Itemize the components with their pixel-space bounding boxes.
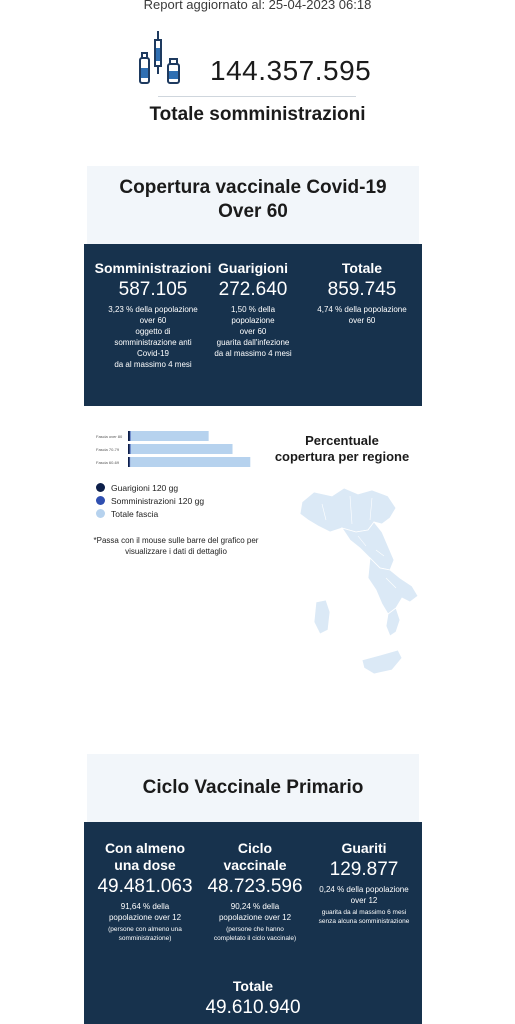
legend-item xyxy=(96,507,204,520)
stat-value: 48.723.596 xyxy=(207,876,303,897)
bar-category-label: Fascia 70-79 xyxy=(96,447,120,452)
legend-label: Totale fascia xyxy=(111,508,159,519)
over60-total-stat xyxy=(312,260,412,326)
legend-item xyxy=(96,494,204,507)
at-least-one-dose-stat xyxy=(90,840,200,943)
primary-cycle-panel xyxy=(84,822,422,1024)
vaccine-vial-icon xyxy=(137,30,183,86)
primary-cycle-total-stat xyxy=(84,978,422,1019)
divider xyxy=(158,96,356,97)
stat-value: 859.745 xyxy=(327,279,397,300)
map-region-sicily[interactable] xyxy=(362,650,402,674)
bar-category-label: Fascia 60-69 xyxy=(96,460,120,465)
stat-description: 0,24 % della popolazione over 12 xyxy=(319,885,409,905)
stat-value: 49.610.940 xyxy=(205,997,301,1018)
over60-coverage-header xyxy=(87,166,419,244)
stat-title: Somministrazioni xyxy=(94,260,212,276)
primary-cycle-header: Ciclo Vaccinale Primario xyxy=(87,754,419,822)
vaccine-cycle-stat xyxy=(200,840,310,943)
recovered-stat xyxy=(310,840,418,926)
chart-hint-text: *Passa con il mouse sulle barre del grafico per visualizzare i dati di dettaglio xyxy=(93,536,259,556)
bar-segment[interactable] xyxy=(131,444,233,454)
total-administrations-value: 144.357.595 xyxy=(210,55,372,86)
stat-title: Guarigioni xyxy=(218,260,288,276)
map-title: Percentuale copertura per regione xyxy=(274,433,410,464)
stat-value: 272.640 xyxy=(218,279,288,300)
over60-recoveries-stat xyxy=(209,260,297,359)
bar-segment[interactable] xyxy=(130,457,131,467)
age-bracket-bar-chart[interactable] xyxy=(96,428,256,472)
bar-segment[interactable] xyxy=(128,457,130,467)
over60-stats-panel xyxy=(84,244,422,406)
legend-item xyxy=(96,481,204,494)
report-updated-label: Report aggiornato al: 25-04-2023 06:18 xyxy=(143,0,372,12)
stat-description: 90,24 % della popolazione over 12 xyxy=(218,902,292,922)
bar-segment[interactable] xyxy=(128,444,130,454)
stat-title: Guariti xyxy=(341,840,387,856)
over60-administrations-stat xyxy=(94,260,212,370)
legend-label: Guarigioni 120 gg xyxy=(111,482,179,493)
stat-title: Totale xyxy=(232,978,274,994)
legend-dot-icon xyxy=(96,496,105,505)
map-region-south[interactable] xyxy=(368,558,418,614)
bar-segment[interactable] xyxy=(128,431,130,441)
bar-segment[interactable] xyxy=(130,431,131,441)
stat-value: 129.877 xyxy=(329,859,399,880)
map-region-sardinia[interactable] xyxy=(314,600,330,634)
chart-legend xyxy=(96,481,204,520)
legend-dot-icon xyxy=(96,483,105,492)
over60-header-line1: Copertura vaccinale Covid-19 xyxy=(119,177,387,198)
bar-segment[interactable] xyxy=(130,457,250,467)
bar-segment[interactable] xyxy=(130,444,131,454)
legend-label: Somministrazioni 120 gg xyxy=(111,495,205,506)
legend-dot-icon xyxy=(96,509,105,518)
stat-value: 49.481.063 xyxy=(97,876,193,897)
bar-segment[interactable] xyxy=(131,431,209,441)
stat-title: Totale xyxy=(341,260,383,276)
stat-title: Ciclo vaccinale xyxy=(223,840,287,873)
bar-category-label: Fascia over 80 xyxy=(96,434,123,439)
total-administrations xyxy=(137,30,397,92)
italy-regions-map[interactable] xyxy=(292,484,420,700)
stat-note: (persone che hanno completato il ciclo vaccinale) xyxy=(213,926,297,942)
map-region-north[interactable] xyxy=(300,488,396,532)
stat-note: guarita da al massimo 6 mesi senza alcuna somministrazione xyxy=(318,909,410,925)
stat-note: (persone con almeno una somministrazione) xyxy=(108,926,182,942)
stat-description: 1,50 % della popolazione over 60 guarita dall'infezione da al massimo 4 mesi xyxy=(214,305,292,358)
total-administrations-label: Totale somministrazioni xyxy=(149,104,366,125)
over60-header-line2: Over 60 xyxy=(218,201,288,222)
stat-value: 587.105 xyxy=(118,279,188,300)
stat-description: 3,23 % della popolazione over 60 oggetto di somministrazione anti Covid-19 da al massimo 4 mesi xyxy=(108,305,198,369)
stat-title: Con almeno una dose xyxy=(104,840,186,873)
stat-description: 91,64 % della popolazione over 12 xyxy=(108,902,182,922)
stat-description: 4,74 % della popolazione over 60 xyxy=(317,305,407,325)
